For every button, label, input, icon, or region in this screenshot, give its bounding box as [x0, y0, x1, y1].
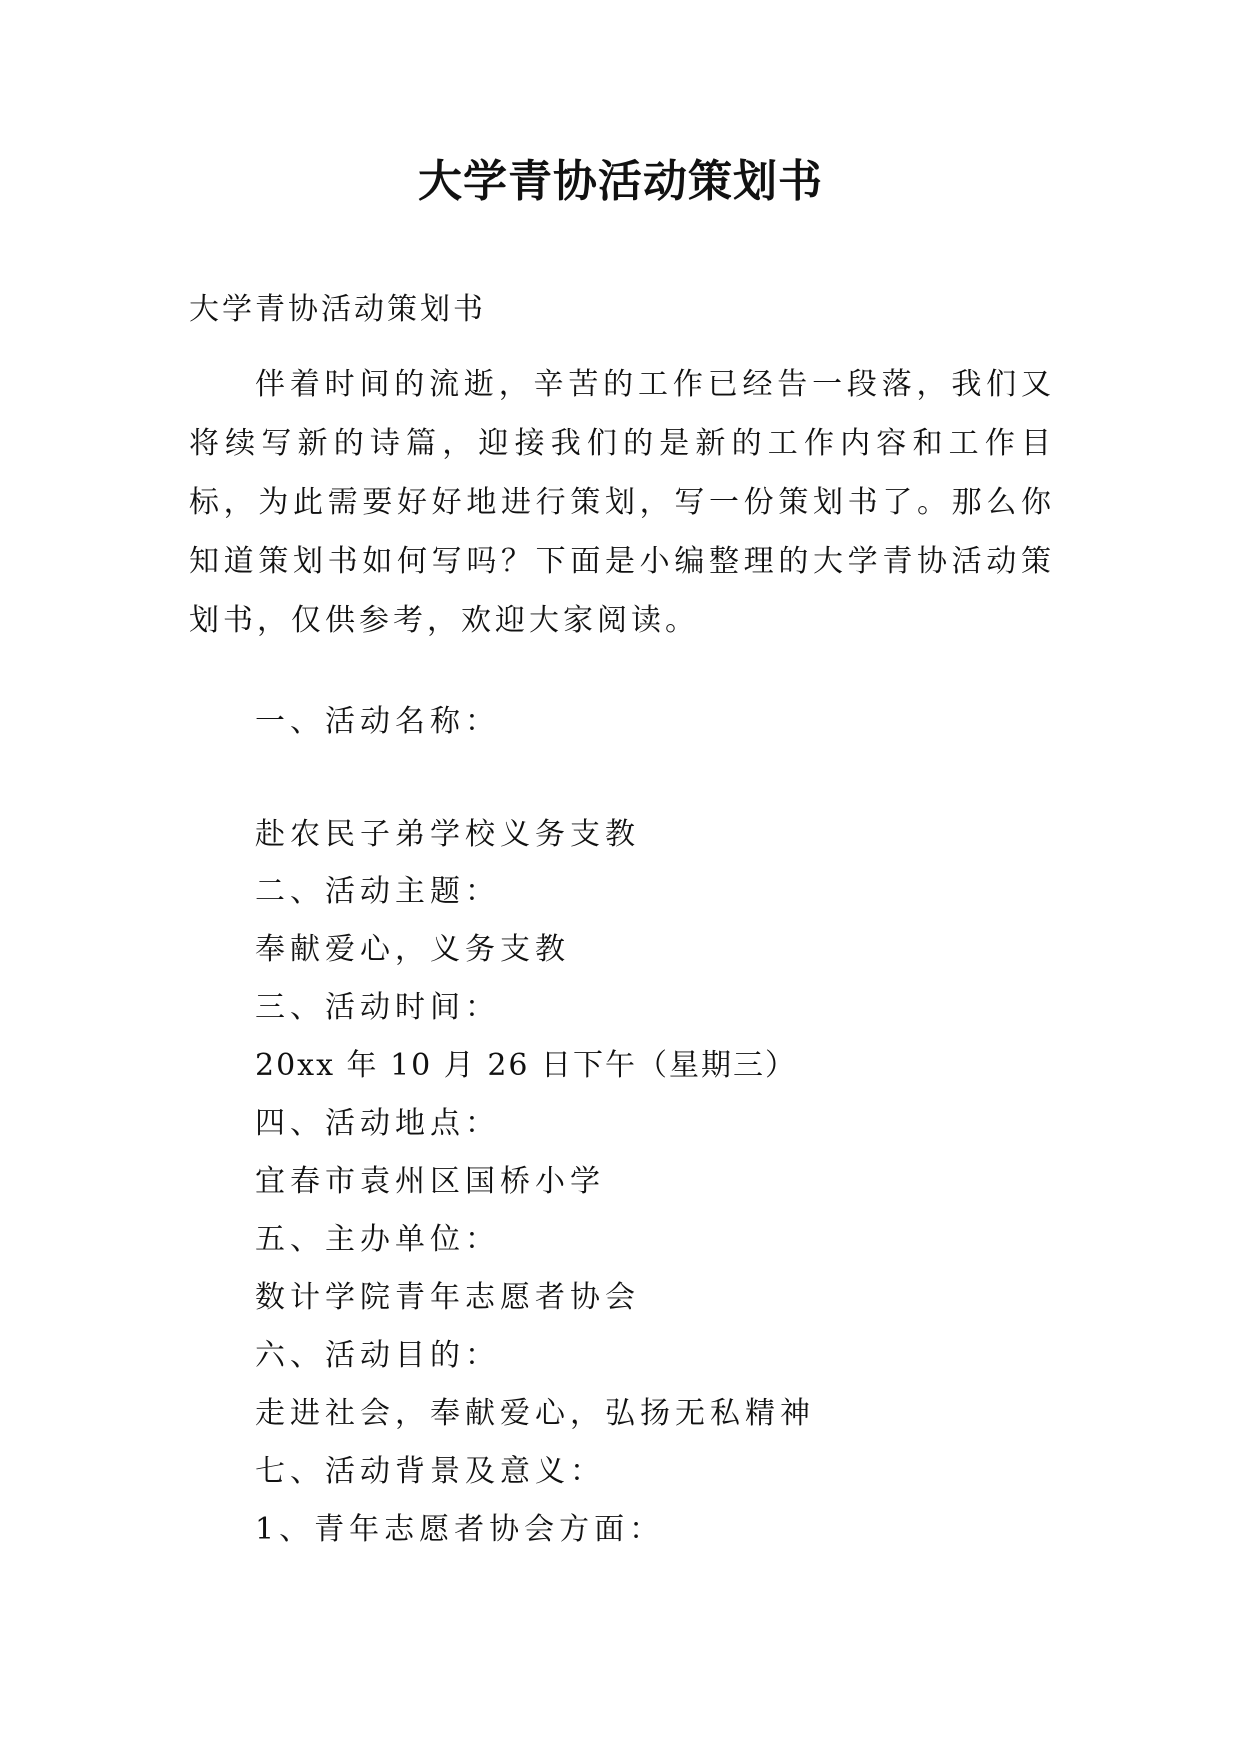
section-1-content: 赴农民子弟学校义务支教	[255, 817, 640, 852]
section-7-heading: 七、活动背景及意义：	[255, 1454, 605, 1489]
section-3-content: 20xx 年 10 月 26 日下午（星期三）	[255, 1048, 798, 1083]
document-title: 大学青协活动策划书	[418, 156, 823, 207]
subsection-1-heading: 1、青年志愿者协会方面：	[255, 1512, 665, 1547]
intro-paragraph: 伴着时间的流逝，辛苦的工作已经告一段落，我们又将续写新的诗篇，迎接我们的是新的工作内容和工作目标，为此需要好好地进行策划，写一份策划书了。那么你知道策划书如何写吗？下面是小编整理的大学青协活动策划书，仅供参考，欢迎大家阅读。	[189, 367, 1055, 638]
section-6-content: 走进社会，奉献爱心，弘扬无私精神	[255, 1396, 815, 1431]
section-1-heading: 一、活动名称：	[255, 704, 500, 739]
section-2-content: 奉献爱心，义务支教	[255, 932, 570, 967]
document-subtitle: 大学青协活动策划书	[189, 292, 486, 327]
section-4-heading: 四、活动地点：	[255, 1106, 500, 1141]
section-3-heading: 三、活动时间：	[255, 990, 500, 1025]
section-4-content: 宜春市袁州区国桥小学	[255, 1164, 605, 1199]
section-5-heading: 五、主办单位：	[255, 1222, 500, 1257]
section-5-content: 数计学院青年志愿者协会	[255, 1280, 640, 1315]
section-6-heading: 六、活动目的：	[255, 1338, 500, 1373]
section-2-heading: 二、活动主题：	[255, 874, 500, 909]
